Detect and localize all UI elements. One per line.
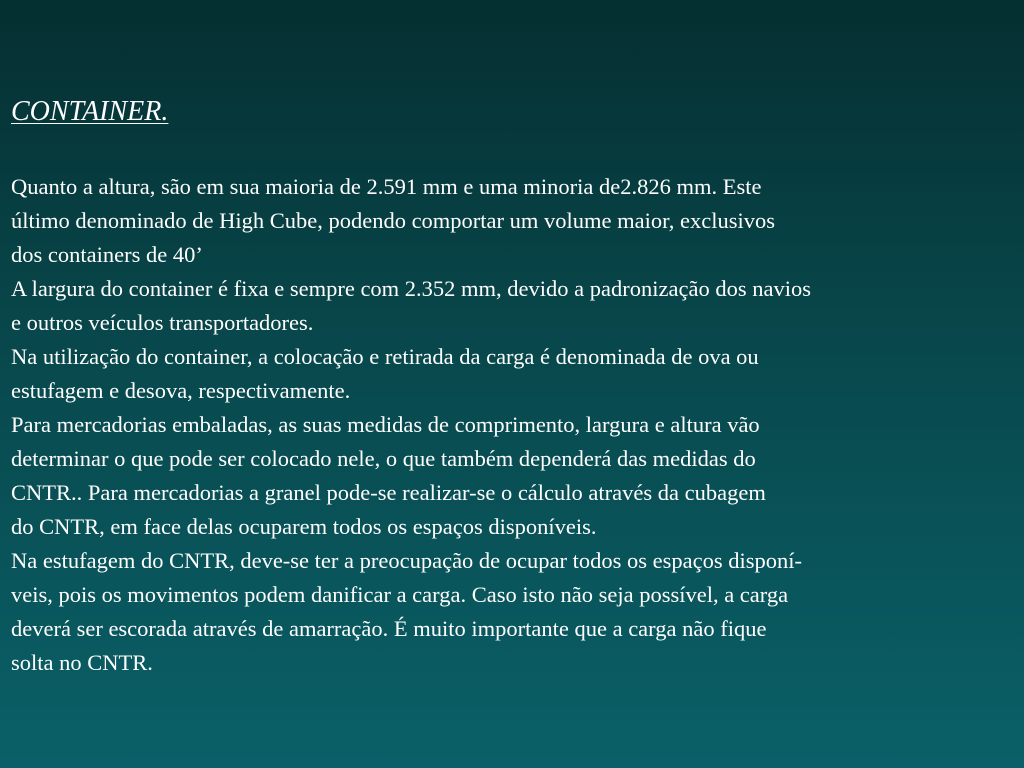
body-line: e outros veículos transportadores. bbox=[11, 310, 314, 335]
body-line: Para mercadorias embaladas, as suas medidas de comprimento, largura e altura vão bbox=[11, 412, 760, 437]
body-line: Na estufagem do CNTR, deve-se ter a preocupação de ocupar todos os espaços disponí- bbox=[11, 548, 802, 573]
body-line: CNTR.. Para mercadorias a granel pode-se realizar-se o cálculo através da cubagem bbox=[11, 480, 766, 505]
body-line: veis, pois os movimentos podem danificar a carga. Caso isto não seja possível, a carga bbox=[11, 582, 789, 607]
body-line: solta no CNTR. bbox=[11, 650, 153, 675]
body-line: último denominado de High Cube, podendo comportar um volume maior, exclusivos bbox=[11, 208, 775, 233]
slide-body bbox=[11, 170, 1024, 680]
body-line: deverá ser escorada através de amarração. É muito importante que a carga não fique bbox=[11, 616, 767, 641]
slide-title: CONTAINER. bbox=[11, 96, 169, 127]
body-line: do CNTR, em face delas ocuparem todos os espaços disponíveis. bbox=[11, 514, 597, 539]
body-line: dos containers de 40’ bbox=[11, 242, 203, 267]
body-line: Na utilização do container, a colocação e retirada da carga é denominada de ova ou bbox=[11, 344, 759, 369]
body-line: Quanto a altura, são em sua maioria de 2.591 mm e uma minoria de2.826 mm. Este bbox=[11, 174, 762, 199]
body-line: estufagem e desova, respectivamente. bbox=[11, 378, 351, 403]
body-line: determinar o que pode ser colocado nele, o que também dependerá das medidas do bbox=[11, 446, 756, 471]
body-line: A largura do container é fixa e sempre com 2.352 mm, devido a padronização dos navios bbox=[11, 276, 811, 301]
